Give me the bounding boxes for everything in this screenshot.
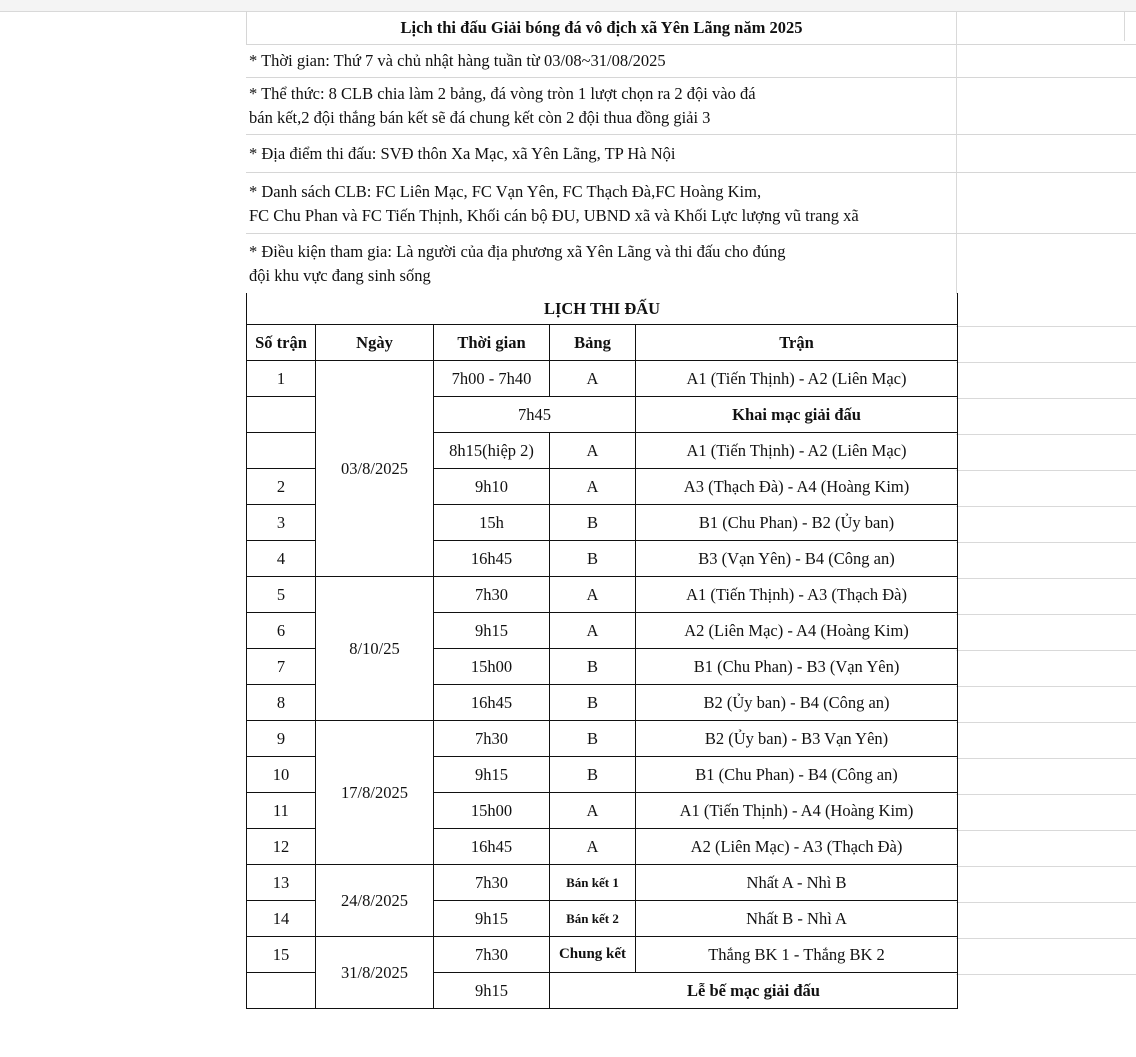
cell-time: 16h45 — [434, 829, 550, 865]
cell-time: 7h30 — [434, 721, 550, 757]
grid-line — [956, 866, 1136, 867]
cell-match: A1 (Tiến Thịnh) - A4 (Hoàng Kim) — [636, 793, 958, 829]
grid-line — [1124, 11, 1125, 41]
grid-line — [956, 902, 1136, 903]
grid-line — [956, 938, 1136, 939]
cell-date: 17/8/2025 — [316, 721, 434, 865]
cell-no: 12 — [247, 829, 316, 865]
table-row — [247, 361, 958, 397]
cell-no — [247, 433, 316, 469]
cell-match: B2 (Ủy ban) - B4 (Công an) — [636, 685, 958, 721]
cell-event: Lễ bế mạc giải đấu — [550, 973, 958, 1009]
cell-match: A3 (Thạch Đà) - A4 (Hoàng Kim) — [636, 469, 958, 505]
grid-line — [956, 794, 1136, 795]
cell-match: B1 (Chu Phan) - B2 (Ủy ban) — [636, 505, 958, 541]
cell-time: 15h00 — [434, 649, 550, 685]
cell-match: A1 (Tiến Thịnh) - A3 (Thạch Đà) — [636, 577, 958, 613]
cell-time: 9h15 — [434, 973, 550, 1009]
cell-no: 4 — [247, 541, 316, 577]
header-group: Bảng — [550, 325, 636, 361]
cell-no — [247, 973, 316, 1009]
header-date: Ngày — [316, 325, 434, 361]
cell-match: B2 (Ủy ban) - B3 Vạn Yên) — [636, 721, 958, 757]
cell-group: B — [550, 541, 636, 577]
table-header-row — [247, 325, 958, 361]
info-time-text: * Thời gian: Thứ 7 và chủ nhật hàng tuần từ 03/08~31/08/2025 — [249, 51, 666, 70]
info-format-line-2: bán kết,2 đội thắng bán kết sẽ đá chung kết còn 2 đội thua đồng giải 3 — [249, 108, 711, 127]
table-row — [247, 721, 958, 757]
info-venue — [246, 134, 1136, 172]
grid-line — [956, 650, 1136, 651]
cell-match: Nhất B - Nhì A — [636, 901, 958, 937]
cell-time: 7h30 — [434, 937, 550, 973]
cell-group: A — [550, 433, 636, 469]
cell-time: 7h00 - 7h40 — [434, 361, 550, 397]
table-row — [247, 577, 958, 613]
cell-time: 15h00 — [434, 793, 550, 829]
cell-no: 14 — [247, 901, 316, 937]
cell-time: 15h — [434, 505, 550, 541]
header-time: Thời gian — [434, 325, 550, 361]
table-row — [247, 865, 958, 901]
cell-no: 13 — [247, 865, 316, 901]
sheet-title: Lịch thi đấu Giải bóng đá vô địch xã Yên Lãng năm 2025 — [246, 11, 956, 44]
grid-line — [956, 542, 1136, 543]
cell-no: 2 — [247, 469, 316, 505]
info-clubs-line-2: FC Chu Phan và FC Tiến Thịnh, Khối cán bộ ĐU, UBND xã và Khối Lực lượng vũ trang xã — [249, 206, 859, 225]
info-format-line-1: * Thể thức: 8 CLB chia làm 2 bảng, đá vòng tròn 1 lượt chọn ra 2 đội vào đá — [249, 84, 756, 103]
cell-match: A2 (Liên Mạc) - A3 (Thạch Đà) — [636, 829, 958, 865]
cell-date: 8/10/25 — [316, 577, 434, 721]
cell-match: B1 (Chu Phan) - B4 (Công an) — [636, 757, 958, 793]
cell-group: A — [550, 793, 636, 829]
cell-time: 7h30 — [434, 577, 550, 613]
schedule-table — [246, 293, 958, 1009]
cell-time: 8h15(hiệp 2) — [434, 433, 550, 469]
cell-group: Bán kết 2 — [550, 901, 636, 937]
cell-date: 31/8/2025 — [316, 937, 434, 1009]
cell-time: 9h15 — [434, 613, 550, 649]
cell-no: 8 — [247, 685, 316, 721]
grid-line — [956, 974, 1136, 975]
info-clubs — [246, 172, 1136, 233]
grid-line — [956, 326, 1136, 327]
cell-no: 7 — [247, 649, 316, 685]
cell-time: 9h10 — [434, 469, 550, 505]
cell-group: B — [550, 685, 636, 721]
schedule-caption: LỊCH THI ĐẤU — [247, 293, 958, 325]
cell-no: 11 — [247, 793, 316, 829]
cell-group: Bán kết 1 — [550, 865, 636, 901]
cell-date: 03/8/2025 — [316, 361, 434, 577]
info-conditions — [246, 233, 1136, 293]
cell-time: 9h15 — [434, 901, 550, 937]
grid-line — [956, 470, 1136, 471]
cell-time: 9h15 — [434, 757, 550, 793]
cell-group: A — [550, 577, 636, 613]
grid-line — [956, 398, 1136, 399]
grid-line — [956, 722, 1136, 723]
cell-time: 7h30 — [434, 865, 550, 901]
cell-no: 3 — [247, 505, 316, 541]
cell-match: A1 (Tiến Thịnh) - A2 (Liên Mạc) — [636, 361, 958, 397]
cell-group: A — [550, 361, 636, 397]
cell-match: B1 (Chu Phan) - B3 (Vạn Yên) — [636, 649, 958, 685]
cell-no: 15 — [247, 937, 316, 973]
info-clubs-line-1: * Danh sách CLB: FC Liên Mạc, FC Vạn Yên, FC Thạch Đà,FC Hoàng Kim, — [249, 182, 762, 201]
grid-line — [956, 362, 1136, 363]
grid-line — [956, 506, 1136, 507]
grid-line — [956, 434, 1136, 435]
cell-time: 16h45 — [434, 541, 550, 577]
cell-match: Thắng BK 1 - Thắng BK 2 — [636, 937, 958, 973]
info-venue-text: * Địa điểm thi đấu: SVĐ thôn Xa Mạc, xã Yên Lãng, TP Hà Nội — [249, 144, 676, 163]
cell-no: 6 — [247, 613, 316, 649]
info-time — [246, 44, 1136, 77]
cell-time: 16h45 — [434, 685, 550, 721]
cell-no — [247, 397, 316, 433]
cell-match: A1 (Tiến Thịnh) - A2 (Liên Mạc) — [636, 433, 958, 469]
cell-group: A — [550, 613, 636, 649]
cell-group: B — [550, 721, 636, 757]
info-format — [246, 77, 1136, 134]
cell-match: Nhất A - Nhì B — [636, 865, 958, 901]
cell-group: B — [550, 757, 636, 793]
cell-group: A — [550, 469, 636, 505]
grid-line — [956, 830, 1136, 831]
grid-line — [956, 578, 1136, 579]
cell-group: Chung kết — [550, 937, 636, 973]
info-conditions-line-2: đội khu vực đang sinh sống — [249, 266, 431, 285]
header-match: Trận — [636, 325, 958, 361]
cell-event: Khai mạc giải đấu — [636, 397, 958, 433]
cell-match: A2 (Liên Mạc) - A4 (Hoàng Kim) — [636, 613, 958, 649]
cell-no: 5 — [247, 577, 316, 613]
header-match-no: Số trận — [247, 325, 316, 361]
cell-no: 9 — [247, 721, 316, 757]
info-conditions-line-1: * Điều kiện tham gia: Là người của địa phương xã Yên Lãng và thi đấu cho đúng — [249, 242, 786, 261]
cell-time: 7h45 — [434, 397, 636, 433]
cell-no: 10 — [247, 757, 316, 793]
cell-group: A — [550, 829, 636, 865]
grid-line — [956, 758, 1136, 759]
grid-line — [956, 44, 957, 171]
cell-date: 24/8/2025 — [316, 865, 434, 937]
cell-group: B — [550, 505, 636, 541]
grid-line — [956, 686, 1136, 687]
cell-group: B — [550, 649, 636, 685]
cell-match: B3 (Vạn Yên) - B4 (Công an) — [636, 541, 958, 577]
cell-no: 1 — [247, 361, 316, 397]
table-row — [247, 937, 958, 973]
grid-line — [956, 614, 1136, 615]
